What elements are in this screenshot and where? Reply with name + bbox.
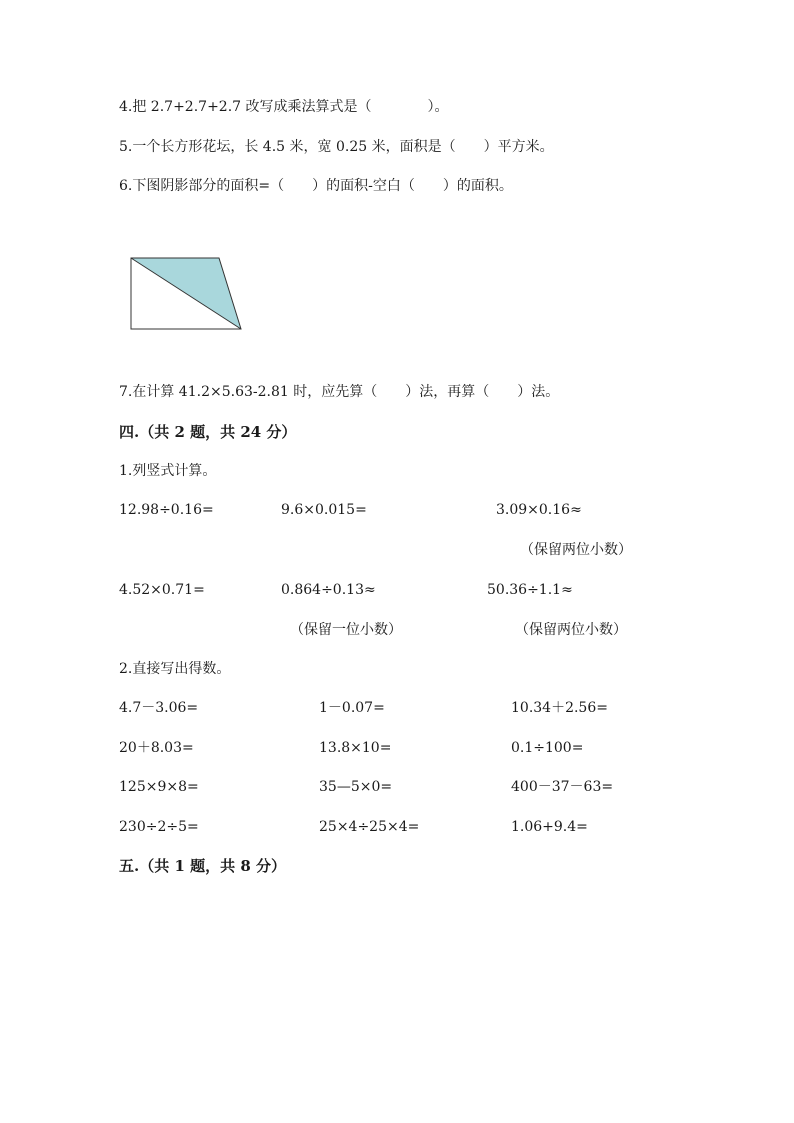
question-5: 5.一个长方形花坛，长 4.5 米，宽 0.25 米，面积是（ ）平方米。 — [119, 139, 554, 155]
question-4: 4.把 2.7+2.7+2.7 改写成乘法算式是（ ）。 — [119, 99, 449, 115]
mental-math-item: 13.8×10= — [319, 740, 392, 756]
calc-item: 0.864÷0.13≈ — [281, 582, 376, 598]
calc-item: 12.98÷0.16= — [119, 502, 214, 518]
mental-math-item: 1.06+9.4= — [511, 819, 588, 835]
question-6: 6.下图阴影部分的面积=（ ）的面积-空白（ ）的面积。 — [119, 178, 513, 194]
calc-item: 50.36÷1.1≈ — [487, 582, 573, 598]
rounding-note: （保留两位小数） — [520, 542, 632, 558]
rounding-note: （保留一位小数） — [290, 622, 402, 638]
mental-math-item: 25×4÷25×4= — [319, 819, 420, 835]
question-7: 7.在计算 41.2×5.63-2.81 时，应先算（ ）法，再算（ ）法。 — [119, 384, 560, 400]
mental-math-item: 10.34＋2.56= — [511, 700, 608, 716]
mental-math-item: 400－37－63= — [511, 779, 614, 795]
calc-item: 3.09×0.16≈ — [496, 502, 582, 518]
mental-math-item: 1－0.07= — [319, 700, 385, 716]
mental-math-item: 230÷2÷5= — [119, 819, 199, 835]
section-4-heading: 四.（共 2 题，共 24 分） — [119, 423, 297, 441]
calc-item: 4.52×0.71= — [119, 582, 205, 598]
rounding-note: （保留两位小数） — [515, 622, 627, 638]
mental-math-item: 20＋8.03= — [119, 740, 194, 756]
shaded-area-figure — [128, 255, 246, 333]
mental-math-item: 4.7－3.06= — [119, 700, 199, 716]
mental-math-item: 0.1÷100= — [511, 740, 584, 756]
section-4-q1-title: 1.列竖式计算。 — [119, 463, 217, 479]
mental-math-item: 125×9×8= — [119, 779, 199, 795]
section-4-q2-title: 2.直接写出得数。 — [119, 661, 231, 677]
mental-math-item: 35—5×0= — [319, 779, 393, 795]
section-5-heading: 五.（共 1 题，共 8 分） — [119, 857, 286, 875]
calc-item: 9.6×0.015= — [281, 502, 367, 518]
